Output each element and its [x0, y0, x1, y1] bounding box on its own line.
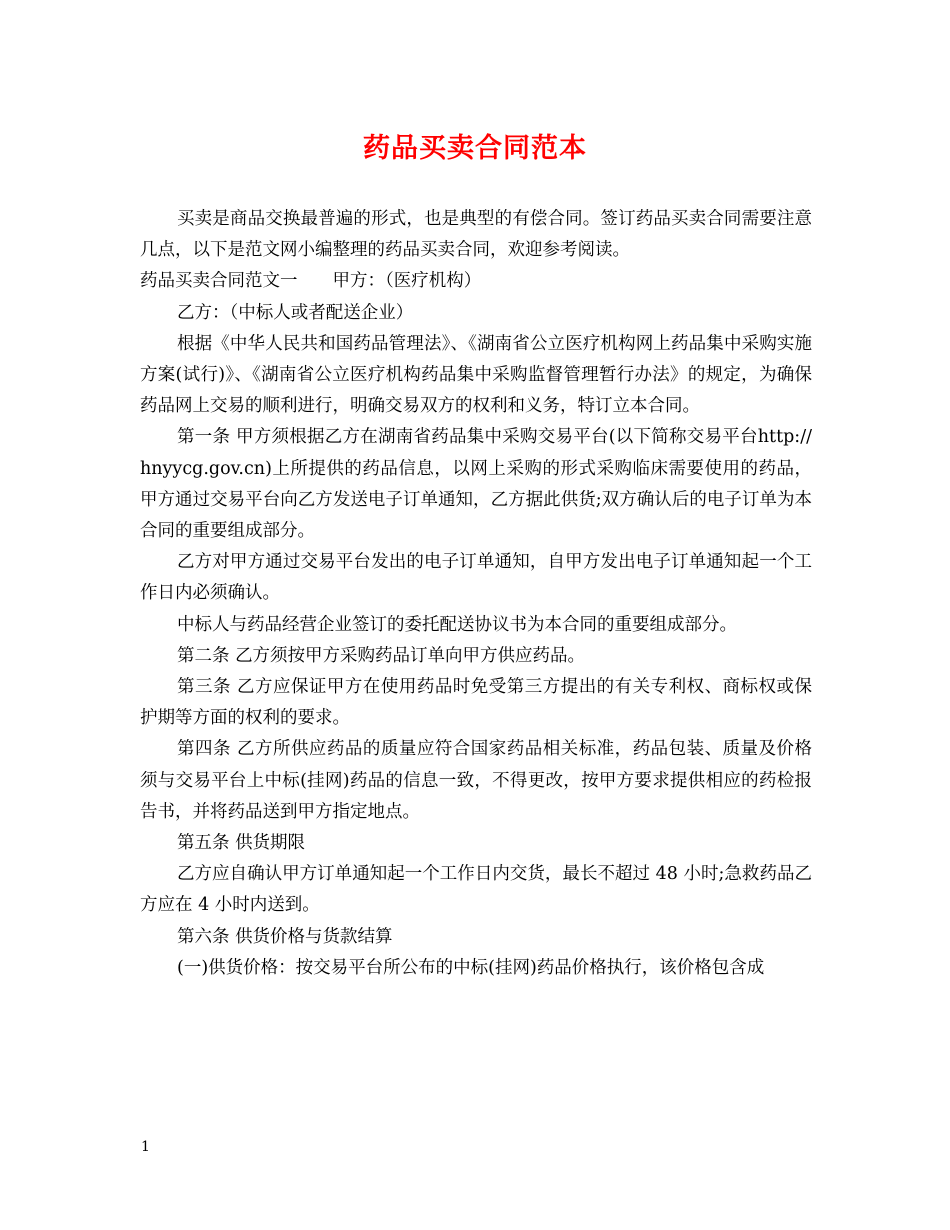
body-paragraph: 乙方：（中标人或者配送企业） — [177, 302, 414, 323]
body-paragraph: 第二条 乙方须按甲方采购药品订单向甲方供应药品。 — [177, 645, 586, 666]
body-paragraph: 乙方对甲方通过交易平台发出的电子订单通知，自甲方发出电子订单通知起一个工作日内必须确认。 — [140, 552, 812, 604]
body-paragraph: 第五条 供货期限 — [177, 833, 306, 854]
body-paragraph: (一)供货价格：按交易平台所公布的中标(挂网)药品价格执行，该价格包含成 — [177, 957, 765, 978]
page-number: 1 — [141, 1139, 150, 1155]
body-paragraph: 第四条 乙方所供应药品的质量应符合国家药品相关标准，药品包装、质量及价格须与交易平台上中标(挂网)药品的信息一致，不得更改，按甲方要求提供相应的药检报告书，并将药品送到甲方指定地点。 — [140, 739, 812, 822]
body-paragraph: 第一条 甲方须根据乙方在湖南省药品集中采购交易平台(以下简称交易平台http:// hnyycg.gov.cn)上所提供的药品信息，以网上采购的形式采购临床需要使用的药品，甲方通过交易平台向乙方发送电子订单通知，乙方据此供货;双方确认后的电子订单为本合同的重要组成部分。 — [140, 427, 818, 542]
body-paragraph: 第六条 供货价格与货款结算 — [177, 926, 393, 947]
document-body — [140, 204, 818, 984]
body-paragraph: 乙方应自确认甲方订单通知起一个工作日内交货，最长不超过 48 小时;急救药品乙方应在 4 小时内送到。 — [140, 864, 812, 916]
document-title: 药品买卖合同范本 — [363, 133, 587, 164]
body-paragraph: 药品买卖合同范文一 甲方：（医疗机构） — [140, 271, 482, 292]
body-paragraph: 中标人与药品经营企业签订的委托配送协议书为本合同的重要组成部分。 — [177, 614, 737, 635]
body-paragraph: 根据《中华人民共和国药品管理法》、《湖南省公立医疗机构网上药品集中采购实施方案(试行)》、《湖南省公立医疗机构药品集中采购监督管理暂行办法》的规定，为确保药品网上交易的顺利进行，明确交易双方的权利和义务，特订立本合同。 — [140, 333, 812, 417]
body-paragraph: 第三条 乙方应保证甲方在使用药品时免受第三方提出的有关专利权、商标权或保护期等方面的权利的要求。 — [140, 677, 812, 729]
body-paragraph: 买卖是商品交换最普遍的形式，也是典型的有偿合同。签订药品买卖合同需要注意几点，以下是范文网小编整理的药品买卖合同，欢迎参考阅读。 — [140, 209, 812, 261]
